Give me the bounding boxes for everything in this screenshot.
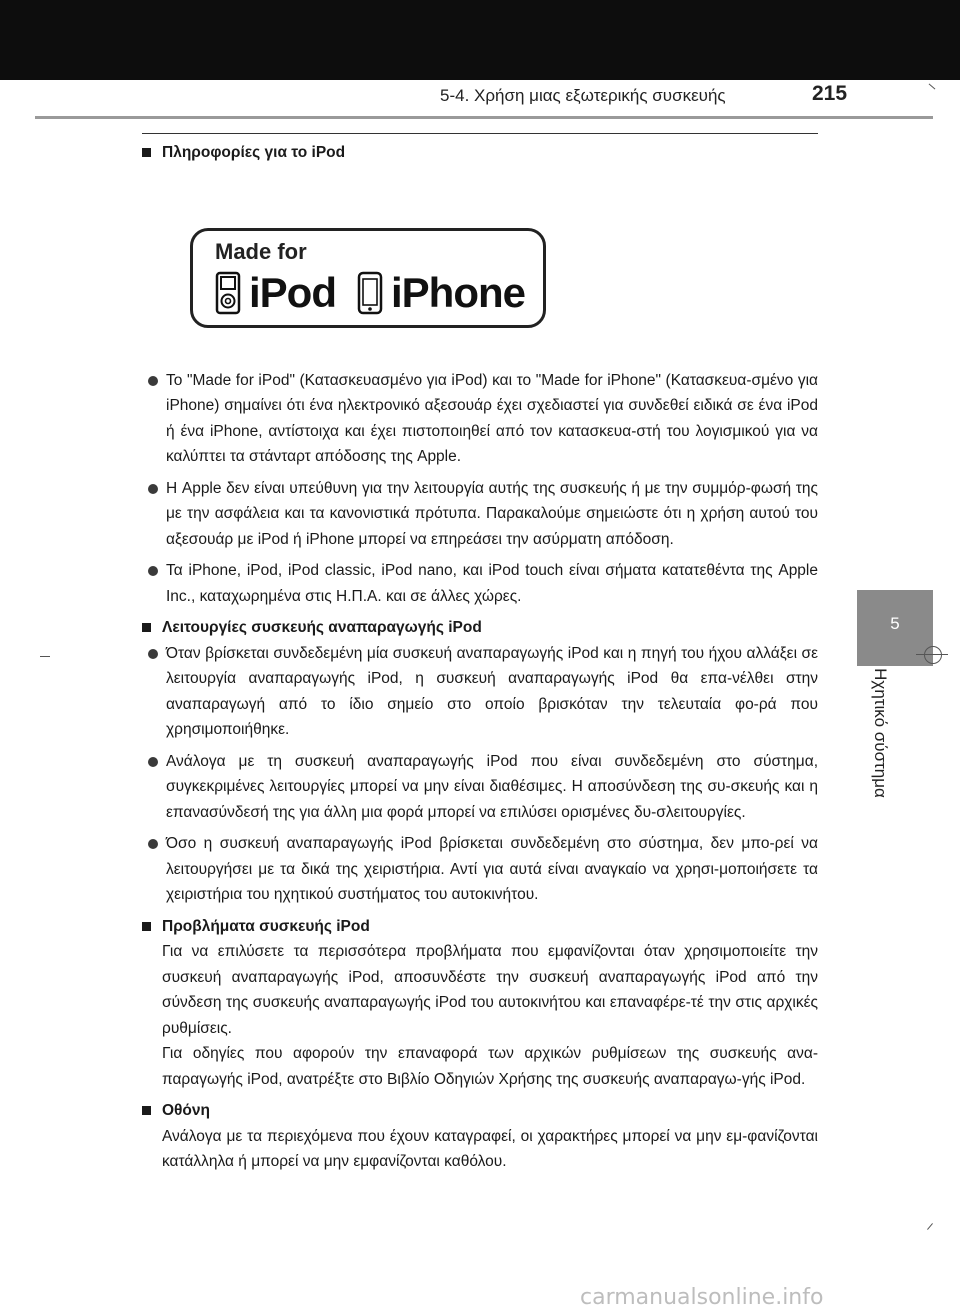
round-bullet-icon bbox=[148, 376, 158, 386]
round-bullet-icon bbox=[148, 649, 158, 659]
logo-spacer bbox=[142, 166, 818, 368]
crop-mark bbox=[929, 84, 936, 90]
bullet-text: Τα iPhone, iPod, iPod classic, iPod nano, και iPod touch είναι σήματα κατατεθέντα της Apple Inc., καταχωρημένα στις Η.Π.Α. και σε άλλες χώρες. bbox=[166, 562, 818, 605]
round-bullet-icon bbox=[148, 566, 158, 576]
paragraph: Ανάλογα με τα περιεχόμενα που έχουν καταγραφεί, οι χαρακτήρες μπορεί να μην εμ-φανίζονται κατάλληλα ή μπορεί να μην εμφανίζονται καθόλου. bbox=[162, 1127, 818, 1170]
section-heading-text: Οθόνη bbox=[162, 1102, 210, 1119]
watermark: carmanualsonline.info bbox=[580, 1285, 824, 1310]
section-heading-text: Προβλήματα συσκευής iPod bbox=[162, 917, 370, 935]
top-black-bar bbox=[0, 0, 960, 80]
square-bullet-icon bbox=[142, 1106, 151, 1115]
square-bullet-icon bbox=[142, 623, 151, 632]
paragraph: Για να επιλύσετε τα περισσότερα προβλήματα που εμφανίζονται όταν χρησιμοποιείτε την συσκευή αναπαραγωγής iPod, αποσυνδέστε την συσκευή αναπαραγωγής iPod από την σύνδεση της συσκευής αναπαραγωγής iPod του αυτοκινήτου και επαναφέρε-τέ την στις αρχικές ρυθμίσεις. bbox=[162, 943, 818, 1037]
bullet-text: Όταν βρίσκεται συνδεδεμένη μία συσκευή αναπαραγωγής iPod και η πηγή του ήχου αλλάξει σε λειτουργία αναπαραγωγής iPod, η συσκευή αναπαραγωγής iPod θα επα-νέλθει στην αναπαραγωγή από το ίδιο σημείο στο οποίο βρισκόταν την τελευταία φο-ρά που χρησιμοποιήθηκε. bbox=[166, 644, 818, 738]
chapter-number: 5 bbox=[890, 614, 900, 633]
round-bullet-icon bbox=[148, 757, 158, 767]
page-number: 215 bbox=[812, 82, 848, 105]
logo-iphone-text: iPhone bbox=[391, 269, 526, 316]
header-rule bbox=[35, 116, 933, 119]
bullet-item bbox=[142, 368, 818, 470]
bullet-item bbox=[142, 749, 818, 826]
manual-page-content bbox=[142, 140, 818, 1175]
bullet-item bbox=[142, 831, 818, 908]
round-bullet-icon bbox=[148, 839, 158, 849]
bullet-item bbox=[142, 558, 818, 609]
logo-made-for-text: Made for bbox=[215, 239, 307, 264]
round-bullet-icon bbox=[148, 484, 158, 494]
section-heading bbox=[142, 914, 818, 940]
content-top-rule bbox=[142, 133, 818, 134]
section-heading-text: Λειτουργίες συσκευής αναπαραγωγής iPod bbox=[162, 619, 482, 636]
section-heading-text: Πληροφορίες για το iPod bbox=[162, 144, 346, 161]
running-header: 5-4. Χρήση μιας εξωτερικής συσκευής bbox=[440, 86, 726, 105]
bullet-text: Ανάλογα με τη συσκευή αναπαραγωγής iPod που είναι συνδεδεμένη στο σύστημα, συγκεκριμένες λειτουργίες μπορεί να μην είναι διαθέσιμες. Η αποσύνδεση της συ-σκευής και η επανασύνδεσή της για άλλη μια φορά μπορεί να επιλύσει ορισμένες δυ-σλειτουργίες. bbox=[166, 752, 818, 821]
bullet-text: Το "Made for iPod" (Κατασκευασμένο για iPod) και το "Made for iPhone" (Κατασκευα-σμένο για iPhone) σημαίνει ότι ένα ηλεκτρονικό αξεσουάρ έχει σχεδιαστεί για συνδεθεί ειδικά σε ένα iPod ή ένα iPhone, αντίστοιχα και έχει πιστοποιηθεί από τον κατασκευα-στή του λογισμικού για να καλύπτει τα στάνταρτ απόδοσης της Apple. bbox=[166, 371, 818, 465]
registration-mark bbox=[924, 646, 942, 664]
bullet-item bbox=[142, 641, 818, 743]
section-heading bbox=[142, 140, 818, 166]
crop-mark bbox=[40, 656, 50, 657]
square-bullet-icon bbox=[142, 148, 151, 157]
crop-mark bbox=[927, 1223, 933, 1230]
paragraph: Για οδηγίες που αφορούν την επαναφορά των αρχικών ρυθμίσεων της συσκευής ανα-παραγωγής iPod, ανατρέξτε στο Βιβλίο Οδηγιών Χρήσης της συσκευής αναπαραγω-γής iPod. bbox=[162, 1045, 818, 1088]
bullet-text: Όσο η συσκευή αναπαραγωγής iPod βρίσκεται συνδεδεμένη στο σύστημα, δεν μπο-ρεί να λειτουργήσει με τα δικά της χειριστήρια. Αντί για αυτά είναι αναγκαίο να χρησι-μοποιήσετε τα χειριστήρια του ηχητικού συστήματος του αυτοκινήτου. bbox=[166, 835, 818, 903]
section-heading bbox=[142, 615, 818, 641]
section-heading bbox=[142, 1098, 818, 1124]
bullet-item bbox=[142, 476, 818, 553]
square-bullet-icon bbox=[142, 922, 151, 931]
logo-ipod-text: iPod bbox=[249, 269, 336, 316]
registration-mark-line bbox=[916, 654, 948, 655]
bullet-text: Η Apple δεν είναι υπεύθυνη για την λειτουργία αυτής της συσκευής ή με την συμμόρ-φωσή της με την ασφάλεια και τα κανονιστικά πρότυπα. Παρακαλούμε σημειώστε ότι η χρήση αυτού του αξεσουάρ με iPod ή iPhone μπορεί να επηρεάσει την ασύρματη απόδοση. bbox=[166, 479, 818, 548]
chapter-label: Ηχητικό σύστημα bbox=[871, 668, 890, 798]
